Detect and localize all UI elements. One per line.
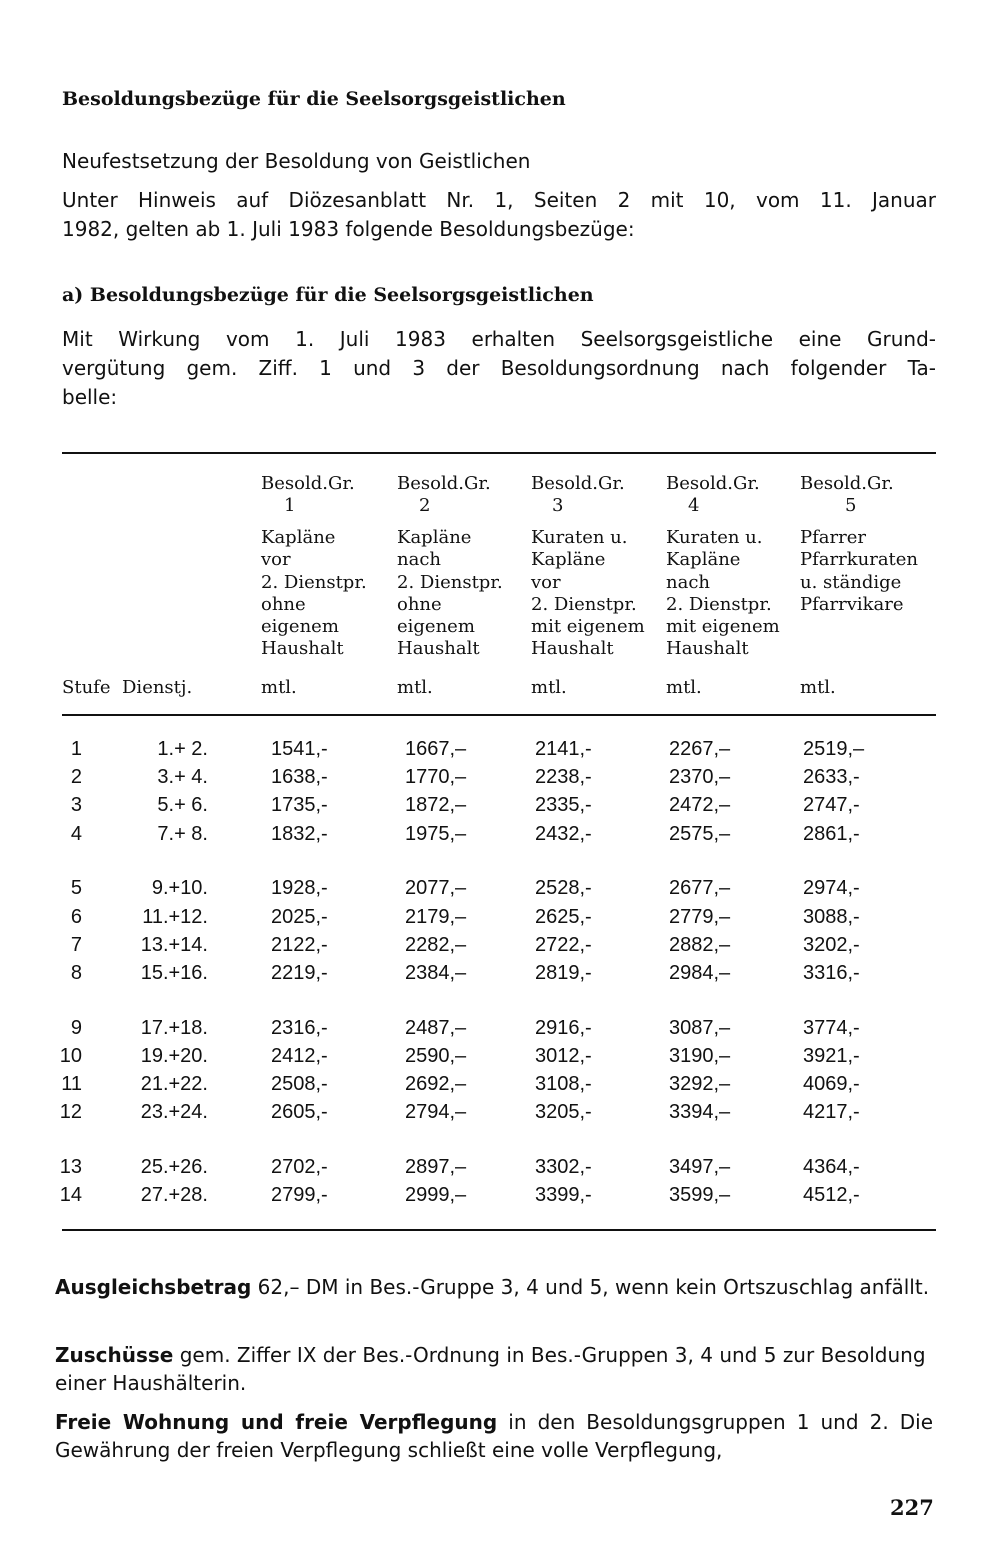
note-zuschuesse [55,1341,933,1397]
cell-group-3-value: 2625,- [535,906,592,928]
cell-group-5-value: 2519,– [803,738,865,760]
cell-group-1-value: 1735,- [271,794,328,816]
group-1-desc-line: 2. Dienstpr. [261,571,367,593]
cell-group-1-value: 1832,- [271,823,328,845]
note-zuschuesse-text: gem. Ziffer IX der Bes.-Ordnung in Bes.-Gruppen 3, 4 und 5 zur Besoldung einer Haushälterin. [55,1343,926,1395]
note-freie-wohnung-term: Freie Wohnung und freie Verpflegung [55,1410,498,1434]
note-ausgleichsbetrag-term: Ausgleichsbetrag [55,1275,252,1299]
cell-stufe: 7 [70,934,82,956]
cell-group-3-value: 3302,- [535,1156,592,1178]
group-1-unit: mtl. [261,677,297,698]
group-4-number: 4 [688,495,700,516]
cell-stufe: 14 [59,1184,82,1206]
group-3-desc-line: mit eigenem [531,616,645,638]
cell-dienstjahre: 5.+ 6. [157,794,208,816]
cell-group-3-value: 2819,- [535,962,592,984]
cell-group-5-value: 2633,- [803,766,860,788]
cell-dienstjahre: 3.+ 4. [157,766,208,788]
cell-group-3-value: 3108,- [535,1073,592,1095]
cell-dienstjahre: 13.+14. [140,934,208,956]
page-number: 227 [890,1495,934,1520]
cell-dienstjahre: 15.+16. [140,962,208,984]
cell-group-2-value: 2282,– [405,934,467,956]
cell-stufe: 9 [70,1017,82,1039]
cell-group-5-value: 3202,- [803,934,860,956]
cell-group-4-value: 2984,– [669,962,731,984]
cell-group-2-value: 1872,– [405,794,467,816]
cell-group-3-value: 3012,- [535,1045,592,1067]
group-1-description [261,527,367,661]
cell-stufe: 1 [70,738,82,760]
cell-group-2-value: 1975,– [405,823,467,845]
cell-stufe: 4 [70,823,82,845]
cell-stufe: 6 [70,906,82,928]
cell-group-3-value: 2722,- [535,934,592,956]
group-3-unit: mtl. [531,677,567,698]
group-5-desc-line: u. ständige [800,571,902,593]
group-1-desc-line: Haushalt [261,638,344,660]
group-5-number: 5 [845,495,857,516]
cell-group-5-value: 2861,- [803,823,860,845]
group-2-desc-line: Haushalt [397,638,480,660]
group-2-label: Besold.Gr. [397,473,491,494]
group-4-desc-line: 2. Dienstpr. [666,593,772,615]
cell-group-5-value: 3774,- [803,1017,860,1039]
group-3-desc-line: 2. Dienstpr. [531,593,637,615]
group-5-desc-line: Pfarrkuraten [800,549,919,571]
cell-group-2-value: 2590,– [405,1045,467,1067]
cell-group-1-value: 1928,- [271,877,328,899]
group-2-desc-line: eigenem [397,616,475,638]
group-4-unit: mtl. [666,677,702,698]
cell-stufe: 10 [59,1045,82,1067]
cell-group-2-value: 2897,– [405,1156,467,1178]
cell-group-5-value: 4217,- [803,1101,860,1123]
cell-group-1-value: 2799,- [271,1184,328,1206]
section-a-heading: a) Besoldungsbezüge für die Seelsorgsgeistlichen [62,284,594,306]
cell-group-3-value: 2432,- [535,823,592,845]
cell-dienstjahre: 11.+12. [142,906,208,928]
cell-group-4-value: 3394,– [669,1101,731,1123]
cell-group-1-value: 2219,- [271,962,328,984]
group-4-desc-line: nach [666,571,710,593]
cell-stufe: 12 [59,1101,82,1123]
cell-group-3-value: 3205,- [535,1101,592,1123]
cell-group-3-value: 2916,- [535,1017,592,1039]
group-2-desc-line: nach [397,549,441,571]
cell-stufe: 8 [70,962,82,984]
group-1-desc-line: vor [261,549,291,571]
cell-group-2-value: 2999,– [405,1184,467,1206]
cell-group-2-value: 2794,– [405,1101,467,1123]
group-4-desc-line: Kuraten u. [666,527,763,548]
cell-group-2-value: 1770,– [405,766,467,788]
cell-group-3-value: 3399,- [535,1184,592,1206]
column-header-stufe: Stufe [62,677,111,698]
intro-paragraph [62,186,936,244]
group-5-description [800,527,918,616]
group-5-label: Besold.Gr. [800,473,894,494]
group-3-desc-line: Kapläne [531,549,606,571]
cell-dienstjahre: 9.+10. [151,877,208,899]
cell-dienstjahre: 21.+22. [140,1073,208,1095]
cell-stufe: 13 [59,1156,82,1178]
group-5-unit: mtl. [800,677,836,698]
cell-group-3-value: 2238,- [535,766,592,788]
cell-group-4-value: 3292,– [669,1073,731,1095]
cell-group-3-value: 2141,- [535,738,592,760]
section-a-line-3: belle: [62,385,118,409]
cell-group-1-value: 2702,- [271,1156,328,1178]
table-bottom-rule [62,1229,936,1231]
group-5-desc-line: Pfarrer [800,527,866,548]
cell-group-5-value: 2974,- [803,877,860,899]
cell-group-2-value: 2487,– [405,1017,467,1039]
cell-dienstjahre: 7.+ 8. [157,823,208,845]
cell-group-5-value: 3088,- [803,906,860,928]
cell-group-1-value: 2025,- [271,906,328,928]
group-2-desc-line: 2. Dienstpr. [397,571,503,593]
cell-group-1-value: 2316,- [271,1017,328,1039]
section-a-line-2: vergütung gem. Ziff. 1 und 3 der Besoldungsordnung nach folgender Ta- [62,356,936,380]
cell-group-4-value: 2677,– [669,877,731,899]
cell-group-4-value: 2267,– [669,738,731,760]
group-3-desc-line: Kuraten u. [531,527,628,548]
cell-group-1-value: 1638,- [271,766,328,788]
cell-group-5-value: 2747,- [803,794,860,816]
cell-group-5-value: 4069,- [803,1073,860,1095]
cell-stufe: 11 [61,1073,82,1095]
group-2-number: 2 [419,495,431,516]
cell-dienstjahre: 17.+18. [140,1017,208,1039]
cell-stufe: 2 [70,766,82,788]
section-a-line-1: Mit Wirkung vom 1. Juli 1983 erhalten Seelsorgsgeistliche eine Grund- [62,327,936,351]
group-3-desc-line: Haushalt [531,638,614,660]
cell-group-2-value: 2077,– [405,877,467,899]
cell-stufe: 3 [70,794,82,816]
cell-dienstjahre: 19.+20. [140,1045,208,1067]
table-header-rule [62,714,936,716]
cell-group-1-value: 1541,- [271,738,328,760]
group-1-number: 1 [284,495,296,516]
cell-dienstjahre: 23.+24. [140,1101,208,1123]
group-3-label: Besold.Gr. [531,473,625,494]
cell-group-5-value: 4364,- [803,1156,860,1178]
cell-group-1-value: 2508,- [271,1073,328,1095]
group-3-desc-line: vor [531,571,561,593]
group-2-desc-line: Kapläne [397,527,472,548]
group-5-desc-line: Pfarrvikare [800,593,904,615]
group-3-description [531,527,645,661]
cell-group-3-value: 2528,- [535,877,592,899]
cell-group-5-value: 3316,- [803,962,860,984]
table-top-rule [62,452,936,454]
page-heading: Besoldungsbezüge für die Seelsorgsgeistlichen [62,88,566,110]
intro-line-1: Unter Hinweis auf Diözesanblatt Nr. 1, Seiten 2 mit 10, vom 11. Januar [62,188,936,212]
cell-group-4-value: 2370,– [669,766,731,788]
cell-group-4-value: 3599,– [669,1184,731,1206]
cell-group-4-value: 2472,– [669,794,731,816]
cell-group-1-value: 2605,- [271,1101,328,1123]
cell-group-1-value: 2412,- [271,1045,328,1067]
group-4-desc-line: Kapläne [666,549,741,571]
note-ausgleichsbetrag [55,1273,933,1301]
group-2-unit: mtl. [397,677,433,698]
cell-group-1-value: 2122,- [271,934,328,956]
cell-group-3-value: 2335,- [535,794,592,816]
note-freie-wohnung-text: in den Besoldungsgruppen 1 und 2. Die Gewährung der freien Verpflegung schließt eine volle Verpflegung, [55,1410,934,1462]
group-2-description [397,527,503,661]
cell-group-2-value: 2692,– [405,1073,467,1095]
cell-group-4-value: 3190,– [669,1045,731,1067]
cell-group-4-value: 2779,– [669,906,731,928]
note-ausgleichsbetrag-text: 62,– DM in Bes.-Gruppe 3, 4 und 5, wenn kein Ortszuschlag anfällt. [251,1275,930,1299]
section-a-paragraph [62,325,936,412]
cell-dienstjahre: 1.+ 2. [157,738,208,760]
group-1-desc-line: eigenem [261,616,339,638]
group-4-description [666,527,780,661]
cell-dienstjahre: 25.+26. [140,1156,208,1178]
cell-group-2-value: 1667,– [405,738,467,760]
intro-line-2: 1982, gelten ab 1. Juli 1983 folgende Besoldungsbezüge: [62,217,635,241]
note-zuschuesse-term: Zuschüsse [55,1343,174,1367]
note-freie-wohnung [55,1408,933,1464]
cell-group-4-value: 2575,– [669,823,731,845]
cell-group-5-value: 3921,- [803,1045,860,1067]
cell-group-4-value: 3497,– [669,1156,731,1178]
group-2-desc-line: ohne [397,593,442,615]
group-4-label: Besold.Gr. [666,473,760,494]
column-header-dienstj: Dienstj. [122,677,193,698]
cell-group-2-value: 2384,– [405,962,467,984]
subtitle: Neufestsetzung der Besoldung von Geistlichen [62,149,531,173]
group-4-desc-line: mit eigenem [666,616,780,638]
cell-dienstjahre: 27.+28. [140,1184,208,1206]
group-4-desc-line: Haushalt [666,638,749,660]
group-1-desc-line: Kapläne [261,527,336,548]
group-1-label: Besold.Gr. [261,473,355,494]
cell-group-5-value: 4512,- [803,1184,860,1206]
cell-group-4-value: 2882,– [669,934,731,956]
cell-group-4-value: 3087,– [669,1017,731,1039]
cell-stufe: 5 [70,877,82,899]
cell-group-2-value: 2179,– [405,906,467,928]
group-1-desc-line: ohne [261,593,306,615]
group-3-number: 3 [552,495,564,516]
